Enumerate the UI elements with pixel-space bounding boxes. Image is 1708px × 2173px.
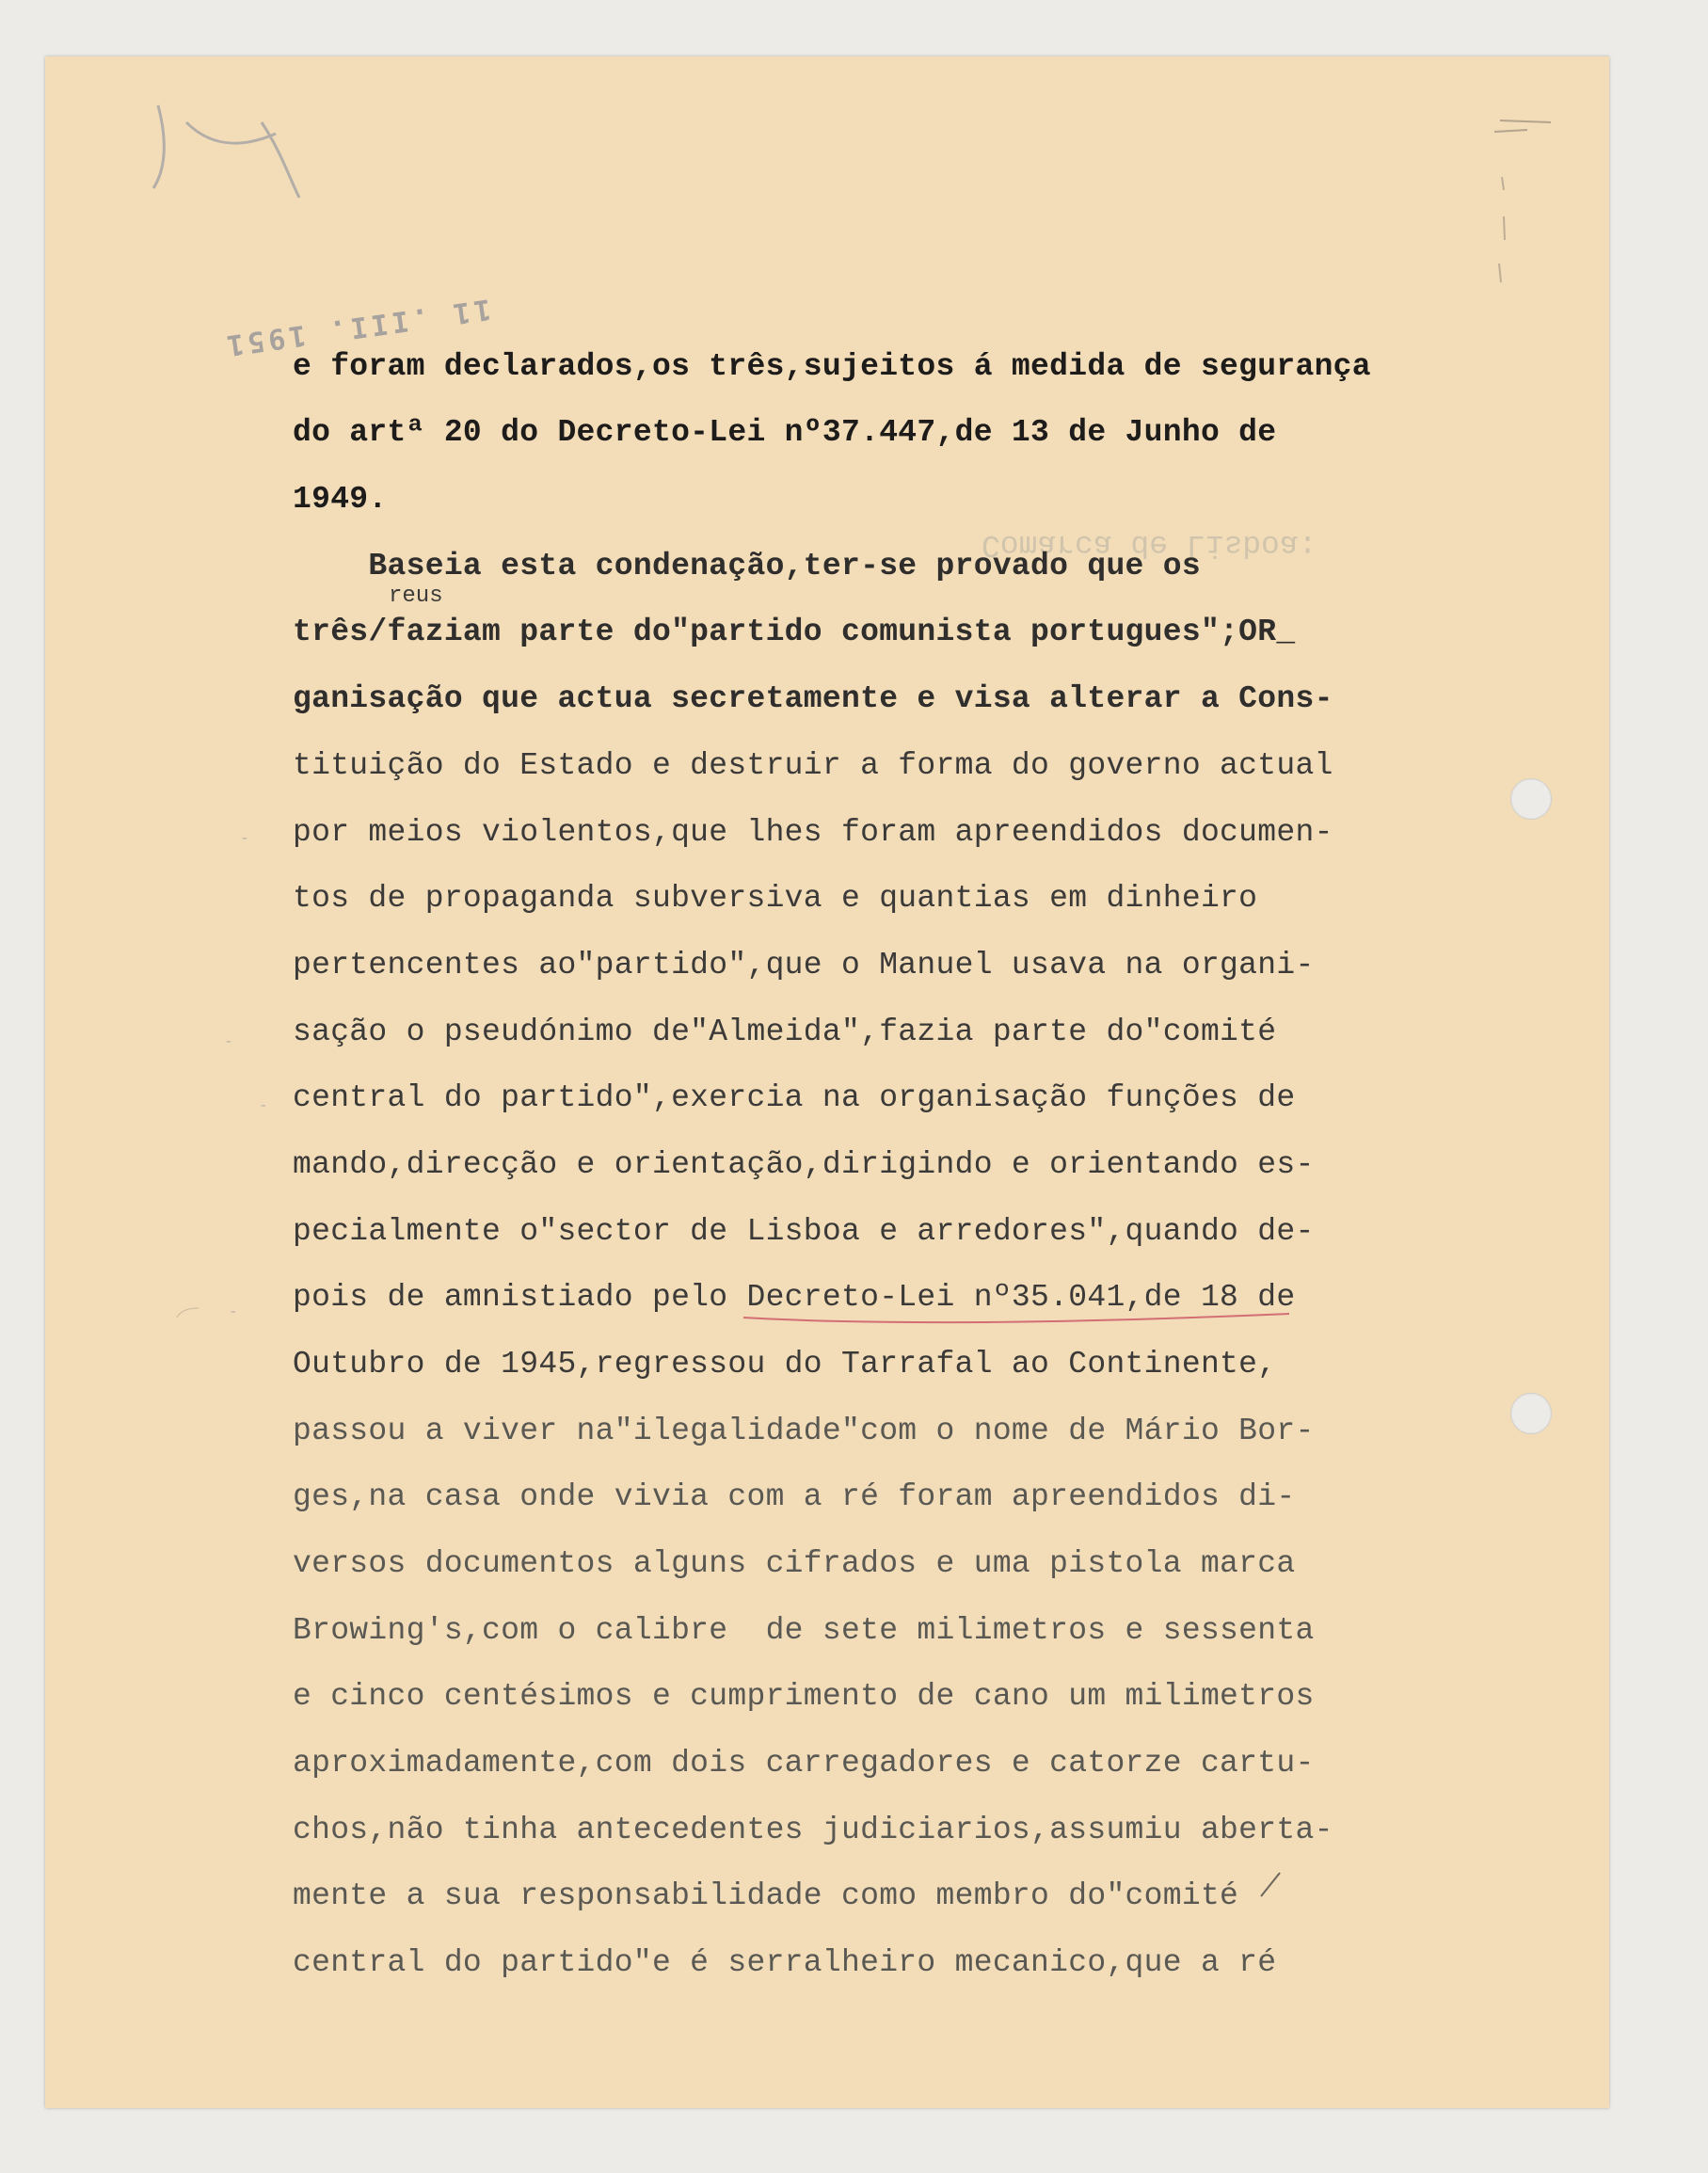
text-line-14: pecialmente o"sector de Lisboa e arredores",quando de- [293, 1214, 1315, 1249]
text-line-1: e foram declarados,os três,sujeitos á medida de segurança [293, 349, 1371, 384]
text-line-2: do artª 20 do Decreto-Lei nº37.447,de 13 de Junho de [293, 415, 1277, 450]
red-underline [743, 1314, 1289, 1322]
text-line-7: tituição do Estado e destruir a forma do governo actual [293, 748, 1333, 783]
text-line-19: versos documentos alguns cifrados e uma pistola marca [293, 1546, 1296, 1581]
text-line-3: 1949. [293, 482, 388, 517]
text-line-16: Outubro de 1945,regressou do Tarrafal ao Continente, [293, 1347, 1277, 1382]
bleed-through-text: Comarca de Lisboa: [982, 527, 1317, 562]
text-line-10: pertencentes ao"partido",que o Manuel usava na organi- [293, 948, 1315, 983]
text-line-21: e cinco centésimos e cumprimento de cano um milimetros [293, 1679, 1315, 1714]
text-line-23: chos,não tinha antecedentes judiciarios,assumiu aberta- [293, 1813, 1333, 1847]
text-line-12: central do partido",exercia na organisação funções de [293, 1080, 1296, 1115]
strike-mark [1261, 1873, 1280, 1896]
text-line-13: mando,direcção e orientação,dirigindo e orientando es- [293, 1147, 1315, 1182]
date-stamp: 11 .III. 1951 [220, 292, 493, 362]
text-line-9: tos de propaganda subversiva e quantias em dinheiro [293, 881, 1258, 916]
text-line-22: aproximadamente,com dois carregadores e catorze cartu- [293, 1746, 1315, 1781]
text-line-20: Browing's,com o calibre de sete milimetros e sessenta [293, 1613, 1315, 1648]
interlinear-annotation: reus [389, 583, 443, 609]
text-line-18: ges,na casa onde vivia com a ré foram apreendidos di- [293, 1479, 1296, 1514]
text-line-8: por meios violentos,que lhes foram apreendidos documen- [293, 815, 1333, 850]
text-line-24: mente a sua responsabilidade como membro do"comité [293, 1878, 1239, 1913]
text-line-11: sação o pseudónimo de"Almeida",fazia parte do"comité [293, 1015, 1277, 1049]
document-page: 11 .III. 1951 Comarca de Lisboa: - - - - [45, 56, 1609, 2108]
text-line-17: passou a viver na"ilegalidade"com o nome de Mário Bor- [293, 1414, 1315, 1448]
text-line-25: central do partido"e é serralheiro mecanico,que a ré [293, 1945, 1277, 1980]
text-line-5: três/faziam parte do"partido comunista portugues";OR_ [293, 615, 1296, 649]
text-line-4: Baseia esta condenação,ter-se provado que os [293, 549, 1201, 583]
text-line-6: ganisação que actua secretamente e visa alterar a Cons- [293, 681, 1333, 716]
text-line-15: pois de amnistiado pelo Decreto-Lei nº35.041,de 18 de [293, 1280, 1296, 1315]
